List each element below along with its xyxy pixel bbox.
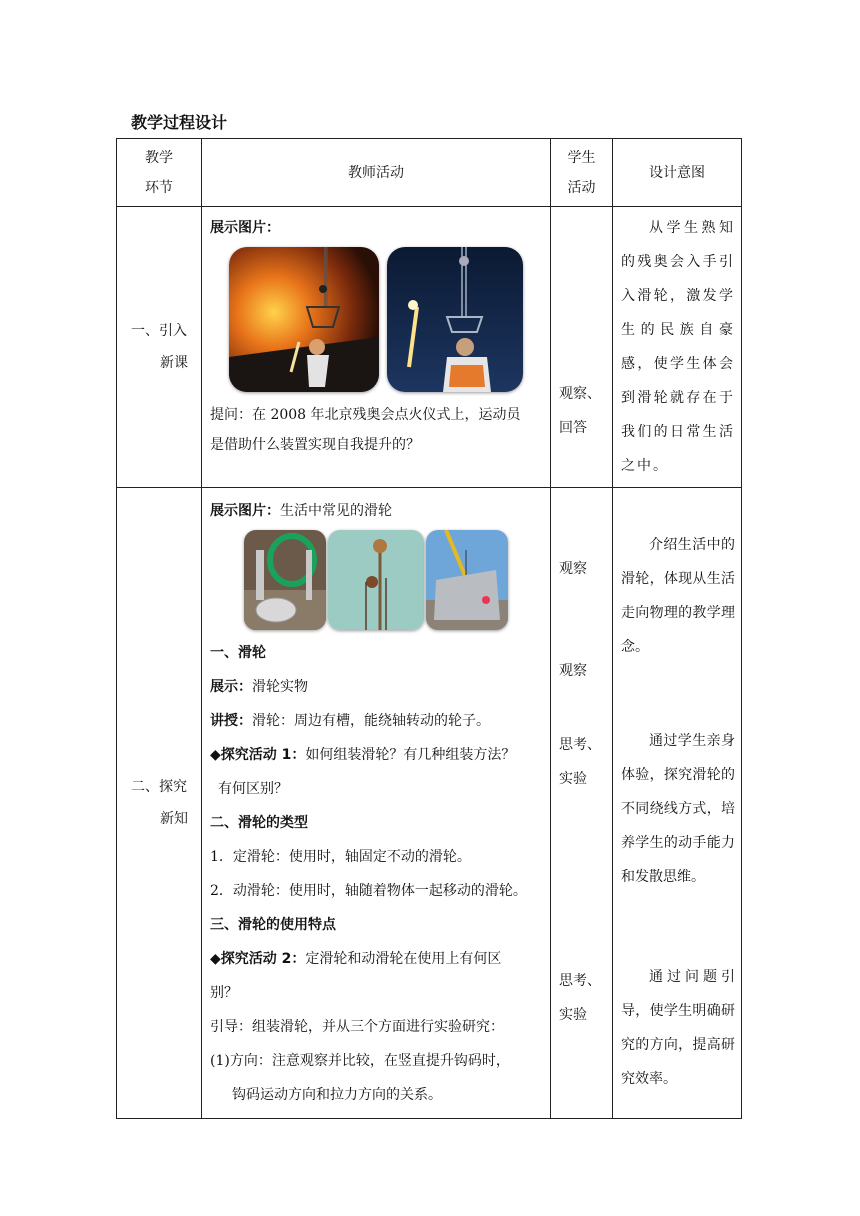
intent-explore-3: 通过问题引导，使学生明确研究的方向，提高研究效率。	[621, 969, 735, 1087]
pulley-photos	[210, 530, 542, 630]
student-intro-line1: 观察、	[559, 386, 601, 402]
student-intro	[551, 207, 613, 488]
display-label: 展示：	[210, 679, 252, 695]
pulley-photo-2	[328, 530, 424, 630]
activity2-text: 定滑轮和动滑轮在使用上有何区	[305, 951, 502, 967]
student-explore	[551, 488, 613, 1119]
student-think-1	[559, 728, 601, 796]
row-explore	[117, 488, 742, 1119]
heading-types: 二、滑轮的类型	[210, 815, 308, 831]
stage-intro	[117, 207, 202, 488]
direction-line1: (1)方向：注意观察并比较，在竖直提升钩码时，	[210, 1053, 510, 1069]
torch-photo-2	[387, 247, 523, 392]
stage-explore-line1: 二、探究	[131, 779, 187, 795]
activity1-label: ◆探究活动 1：	[210, 747, 306, 763]
header-student-line2: 活动	[567, 179, 596, 196]
student-think-2-line1: 思考、	[559, 973, 601, 989]
show-label: 展示图片：	[210, 220, 280, 236]
lesson-table	[116, 138, 742, 1119]
header-student-line1: 学生	[567, 149, 596, 166]
lecture-line	[210, 704, 542, 738]
teacher-explore	[202, 488, 551, 1119]
direction-line2: 钩码运动方向和拉力方向的关系。	[232, 1087, 442, 1103]
header-teacher: 教师活动	[202, 139, 551, 207]
type-movable: 2．动滑轮：使用时，轴随着物体一起移动的滑轮。	[210, 883, 527, 899]
activity2-text-cont: 别？	[210, 985, 238, 1001]
student-observe-2: 观察	[559, 663, 587, 679]
stage-intro-line1: 一、引入	[131, 323, 187, 339]
header-stage	[117, 139, 202, 207]
student-intro-line2: 回答	[559, 420, 587, 436]
teacher-intro	[202, 207, 551, 488]
heading-pulley: 一、滑轮	[210, 645, 266, 661]
stage-explore	[117, 488, 202, 1119]
lecture-label: 讲授：	[210, 713, 252, 729]
guide-line: 引导：组装滑轮，并从三个方面进行实验研究：	[210, 1019, 504, 1035]
header-intent: 设计意图	[613, 139, 742, 207]
pulley-photo-3	[426, 530, 508, 630]
stage-explore-line2: 新知	[160, 811, 188, 827]
stage-intro-line2: 新课	[160, 355, 188, 371]
lecture-text: 滑轮：周边有槽，能绕轴转动的轮子。	[252, 713, 490, 729]
activity2-label: ◆探究活动 2：	[210, 951, 306, 967]
show-pulleys	[210, 494, 542, 528]
intent-intro-text: 从学生熟知的残奥会入手引入滑轮，激发学生的民族自豪感，使学生体会到滑轮就存在于我们的日常生活之中。	[621, 220, 735, 474]
section-title: 教学过程设计	[131, 113, 228, 132]
activity2-line	[210, 942, 542, 976]
show-pulleys-text: 生活中常见的滑轮	[280, 503, 392, 519]
activity1-line	[210, 738, 542, 772]
intent-explore-1: 介绍生活中的滑轮，体现从生活走向物理的教学理念。	[621, 537, 735, 655]
student-think-1-line2: 实验	[559, 771, 587, 787]
student-think-2-line2: 实验	[559, 1007, 587, 1023]
show-pulleys-label: 展示图片：	[210, 503, 280, 519]
intent-intro	[613, 207, 742, 488]
display-line	[210, 670, 542, 704]
student-observe-1: 观察	[559, 561, 587, 577]
activity1-text: 如何组装滑轮？有几种组装方法？	[305, 747, 516, 763]
heading-features: 三、滑轮的使用特点	[210, 917, 336, 933]
header-student	[551, 139, 613, 207]
type-fixed: 1．定滑轮：使用时，轴固定不动的滑轮。	[210, 849, 471, 865]
intro-question-line1: 提问：在 2008 年北京残奥会点火仪式上，运动员	[210, 407, 521, 423]
paralympic-photos	[210, 247, 542, 392]
torch-photo-1	[229, 247, 379, 392]
display-text: 滑轮实物	[252, 679, 308, 695]
intro-question-line2: 是借助什么装置实现自我提升的？	[210, 437, 420, 453]
activity1-text-cont: 有何区别？	[218, 781, 288, 797]
pulley-photo-1	[244, 530, 326, 630]
header-stage-line2: 环节	[145, 179, 173, 196]
row-intro	[117, 207, 742, 488]
student-think-1-line1: 思考、	[559, 737, 601, 753]
intent-explore	[613, 488, 742, 1119]
header-stage-line1: 教学	[145, 149, 173, 166]
header-row	[117, 139, 742, 207]
intent-explore-2: 通过学生亲身体验，探究滑轮的不同绕线方式，培养学生的动手能力和发散思维。	[621, 733, 735, 885]
student-think-2	[559, 964, 601, 1032]
